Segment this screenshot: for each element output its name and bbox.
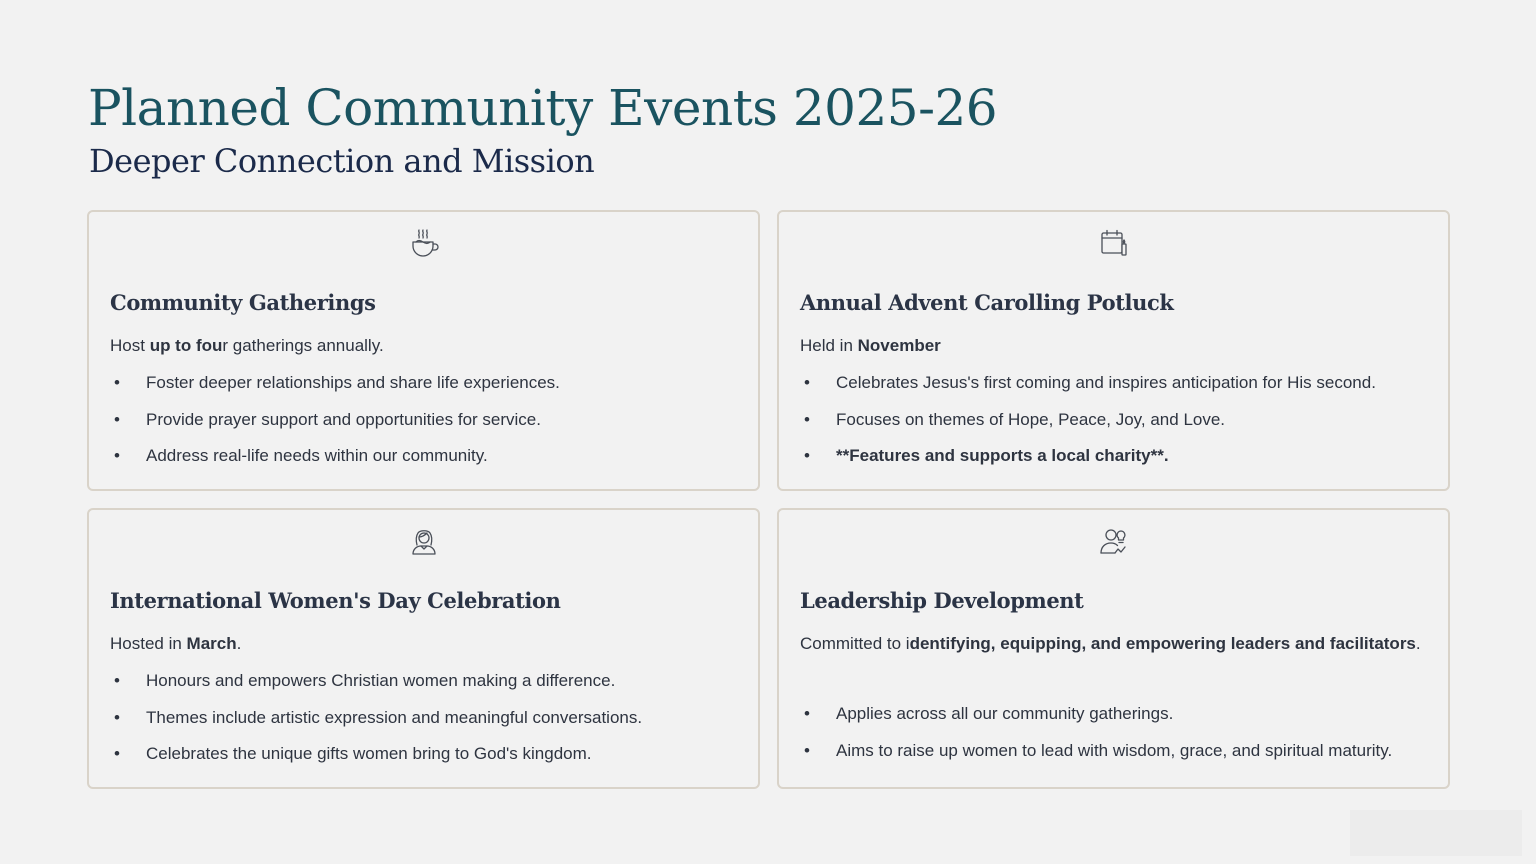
list-item — [800, 438, 1430, 475]
bullet-icon: • — [804, 704, 810, 723]
bullet-icon: • — [804, 740, 810, 760]
list-item — [110, 365, 740, 402]
bullet-icon: • — [114, 707, 120, 727]
intro-text: r gatherings annually. — [222, 336, 384, 355]
slide-corner-box — [1350, 810, 1522, 856]
card-bullet-list — [110, 663, 740, 773]
card-leadership-development — [777, 508, 1450, 789]
list-item — [110, 736, 740, 773]
card-title: Community Gatherings — [110, 290, 376, 315]
intro-text: Held in — [800, 336, 858, 355]
bullet-icon: • — [804, 373, 810, 392]
bullet-icon: • — [114, 671, 120, 690]
card-intro — [110, 626, 740, 662]
intro-bold-text: November — [857, 336, 941, 355]
intro-bold-text: up to fou — [149, 336, 223, 355]
intro-text: . — [236, 634, 242, 653]
card-intro — [110, 328, 740, 364]
intro-bold-text: March — [186, 634, 237, 653]
list-item — [110, 402, 740, 439]
card-title: Leadership Development — [800, 588, 1084, 613]
card-womens-day — [87, 508, 760, 789]
intro-text: Hosted in — [110, 634, 187, 653]
card-intro — [800, 328, 1430, 364]
list-item-text: Aims to raise up women to lead with wisdom, grace, and spiritual maturity. — [836, 740, 1393, 760]
bullet-icon: • — [804, 409, 810, 429]
card-title: International Women's Day Celebration — [110, 588, 561, 613]
card-intro — [800, 626, 1430, 662]
intro-text: Committed to i — [800, 634, 910, 653]
bullet-icon: • — [114, 744, 120, 763]
intro-text: . — [1415, 634, 1421, 653]
list-item — [110, 700, 740, 737]
list-item-text: Provide prayer support and opportunities for service. — [146, 409, 541, 429]
calendar-candle-icon — [1097, 226, 1131, 260]
card-community-gatherings — [87, 210, 760, 491]
card-advent-carolling — [777, 210, 1450, 491]
card-bullet-list — [110, 365, 740, 475]
list-item — [800, 402, 1430, 439]
bullet-icon: • — [114, 446, 120, 465]
list-item-text: **Features and supports a local charity**. — [836, 446, 1169, 465]
list-item-text: Themes include artistic expression and meaningful conversations. — [146, 707, 643, 727]
card-bullet-list — [800, 365, 1430, 475]
intro-bold-text: dentifying, equipping, and empowering leaders and facilitators — [909, 634, 1416, 653]
list-item — [800, 696, 1430, 733]
bullet-icon: • — [114, 373, 120, 392]
bullet-icon: • — [114, 409, 120, 429]
list-item-text: Applies across all our community gatherings. — [836, 704, 1174, 723]
list-item-text: Honours and empowers Christian women making a difference. — [146, 671, 616, 690]
list-item — [110, 663, 740, 700]
card-title: Annual Advent Carolling Potluck — [800, 290, 1174, 315]
list-item-text: Foster deeper relationships and share life experiences. — [146, 373, 560, 392]
person-idea-icon — [1097, 524, 1131, 558]
list-item-text: Address real-life needs within our community. — [146, 446, 488, 465]
page-subtitle: Deeper Connection and Mission — [89, 142, 595, 180]
coffee-cup-icon — [407, 226, 441, 260]
list-item — [800, 733, 1430, 770]
list-item — [800, 365, 1430, 402]
list-item-text: Celebrates the unique gifts women bring to God's kingdom. — [146, 744, 592, 763]
list-item-text: Celebrates Jesus's first coming and inspires anticipation for His second. — [836, 373, 1376, 392]
card-bullet-list — [800, 696, 1430, 769]
list-item-text: Focuses on themes of Hope, Peace, Joy, and Love. — [836, 409, 1226, 429]
bullet-icon: • — [804, 446, 810, 465]
list-item — [110, 438, 740, 475]
woman-icon — [407, 524, 441, 558]
page-title: Planned Community Events 2025-26 — [88, 79, 998, 137]
intro-text: Host — [110, 336, 150, 355]
